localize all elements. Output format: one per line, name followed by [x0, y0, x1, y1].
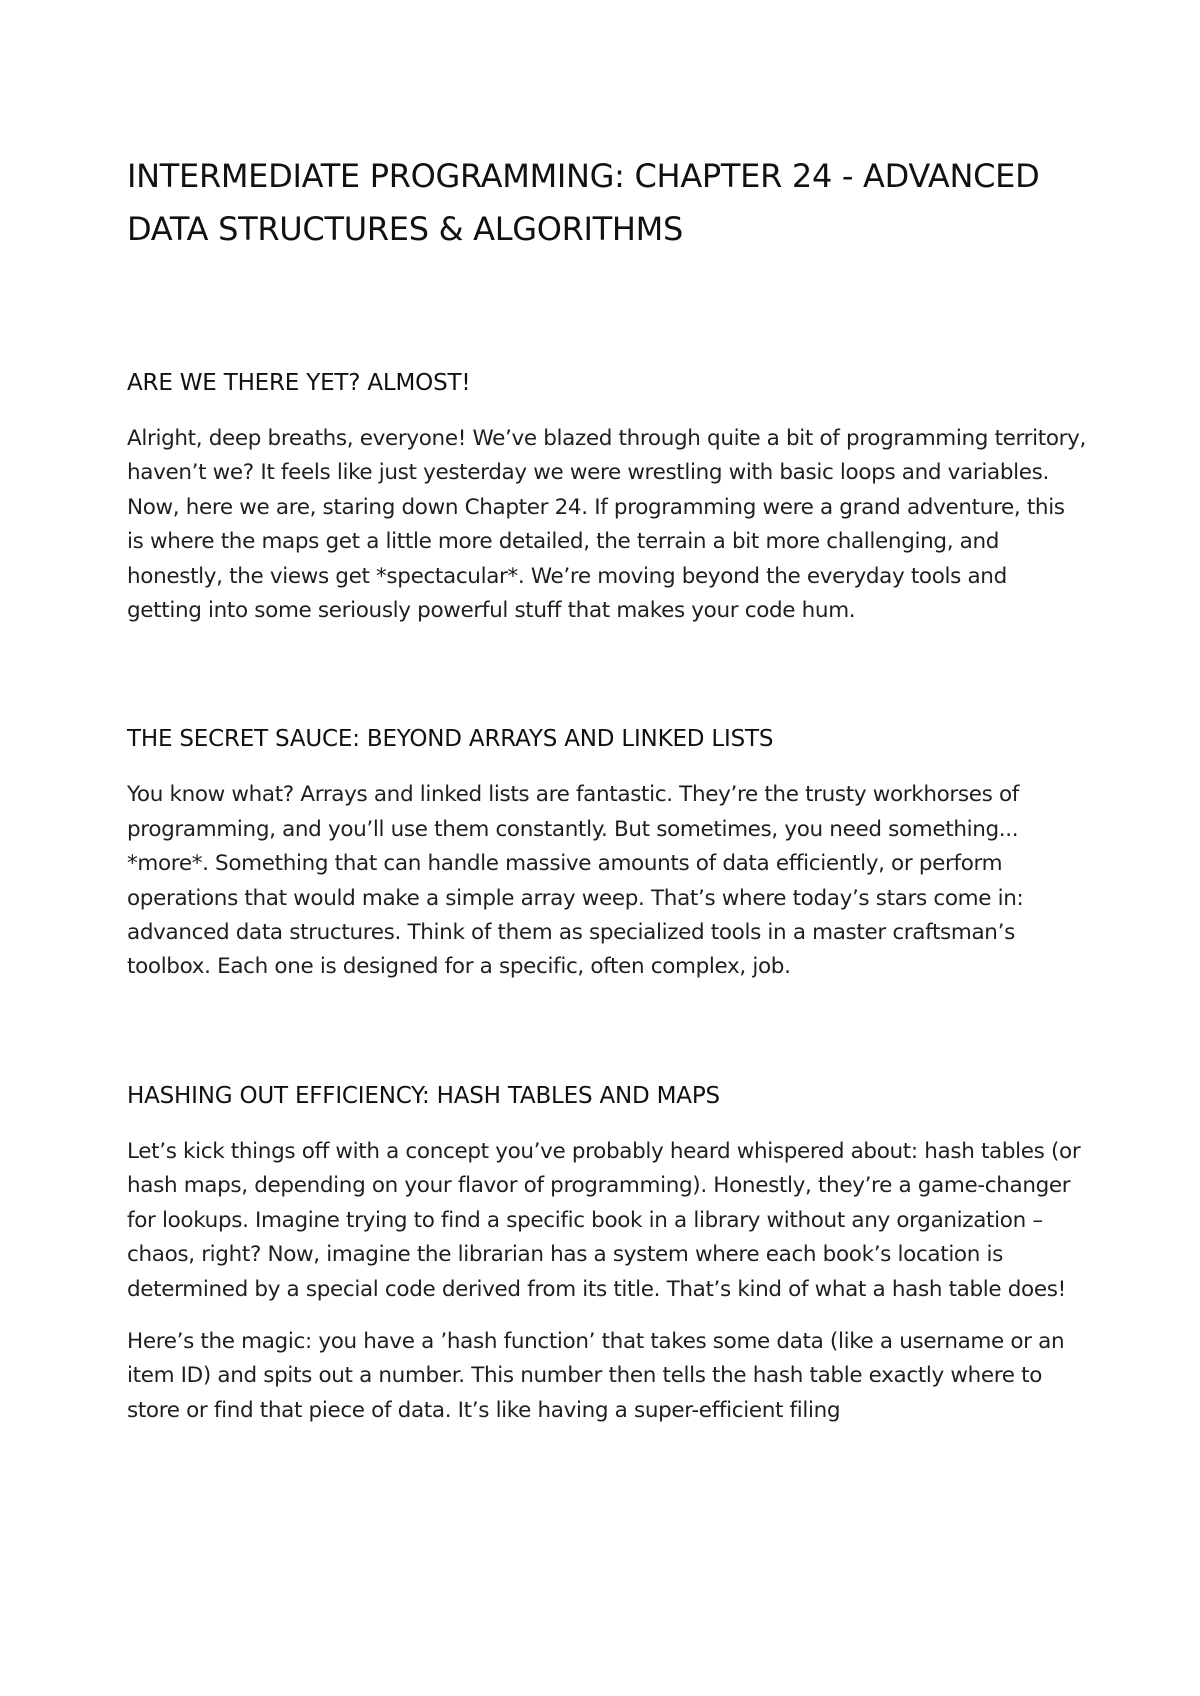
paragraph: Here’s the magic: you have a ’hash function’ that takes some data (like a username or an item ID) and spits out a number. This number then tells the hash table exactly where to store or find that piece of data. It’s like having a super-efficient filing — [127, 1328, 1065, 1423]
paragraph: You know what? Arrays and linked lists are fantastic. They’re the trusty workhorses of programming, and you’ll use them constantly. But sometimes, you need something... *more*. Something that can handle massive amounts of data efficiently, or perform operations that would make a simple array weep. That’s where today’s stars come in: advanced data structures. Think of them as specialized tools in a master craftsman’s toolbox. Each one is designed for a specific, often complex, job. — [127, 782, 1024, 980]
section-heading: THE SECRET SAUCE: BEYOND ARRAYS AND LINKED LISTS — [127, 726, 774, 753]
spacer — [127, 628, 1087, 722]
section-are-we-there-yet — [127, 366, 1087, 628]
document-body — [127, 150, 1087, 1428]
spacer — [127, 756, 1087, 778]
spacer — [127, 1307, 1087, 1325]
paragraph: Alright, deep breaths, everyone! We’ve blazed through quite a bit of programming territory, haven’t we? It feels like just yesterday we were wrestling with basic loops and variables. Now, here we are, staring down Chapter 24. If programming were a grand adventure, this is where the maps get a little more detailed, the terrain a bit more challenging, and honestly, the views get *spectacular*. We’re moving beyond the everyday tools and getting into some seriously powerful stuff that makes your code hum. — [127, 426, 1086, 624]
section-secret-sauce — [127, 722, 1087, 984]
spacer — [127, 1113, 1087, 1135]
spacer — [127, 985, 1087, 1079]
section-hash-tables — [127, 1079, 1087, 1428]
section-heading: HASHING OUT EFFICIENCY: HASH TABLES AND MAPS — [127, 1082, 720, 1109]
document-title: INTERMEDIATE PROGRAMMING: CHAPTER 24 - ADVANCED DATA STRUCTURES & ALGORITHMS — [127, 157, 1040, 248]
spacer — [127, 256, 1087, 366]
section-heading: ARE WE THERE YET? ALMOST! — [127, 370, 471, 396]
paragraph: Let’s kick things off with a concept you’ve probably heard whispered about: hash tables (or hash maps, depending on your flavor of programming). Honestly, they’re a game-changer for lookups. Imagine trying to find a specific book in a library without any organization – chaos, right? Now, imagine the librarian has a system where each book’s location is determined by a special code derived from its title. That’s kind of what a hash table does! — [127, 1138, 1081, 1302]
spacer — [127, 400, 1087, 422]
